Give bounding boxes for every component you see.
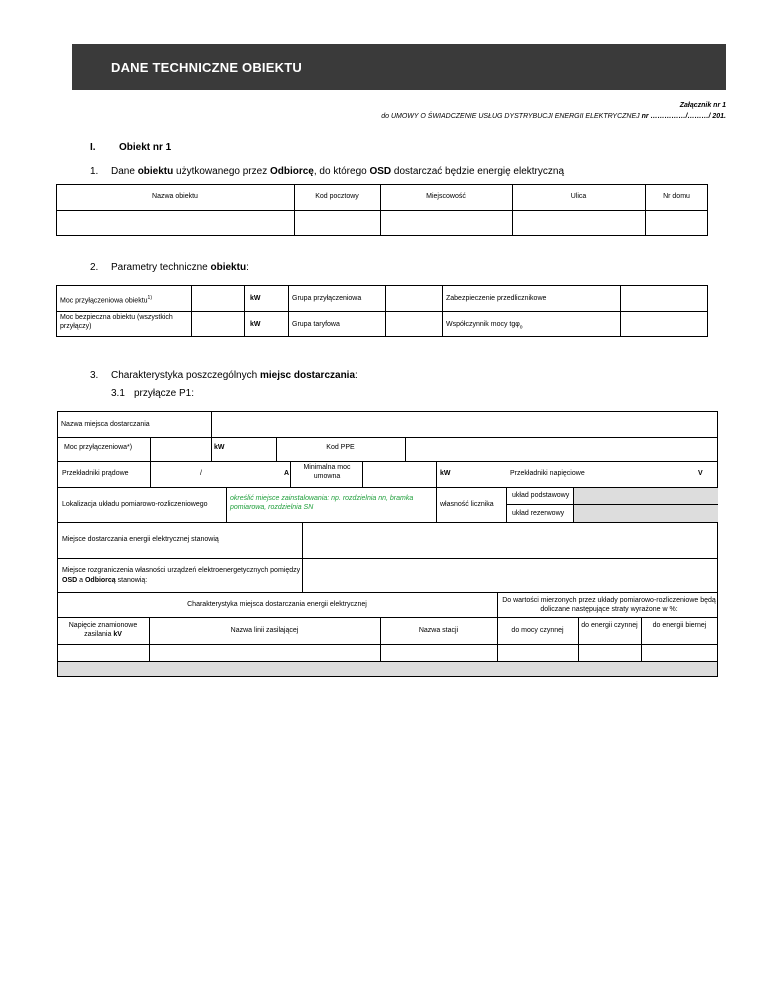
p1-footer-row xyxy=(58,662,717,676)
item1-heading xyxy=(111,166,564,177)
ppe-code-input[interactable] xyxy=(406,438,717,461)
meter-location-label: Lokalizacja układu pomiarowo-rozliczeniowego xyxy=(62,501,208,508)
delivery-name-input[interactable] xyxy=(212,412,717,437)
voltage-input[interactable] xyxy=(58,645,149,661)
station-label: Nazwa stacji xyxy=(418,627,459,634)
t: Odbiorcą xyxy=(84,577,116,584)
t: OSD xyxy=(369,166,392,177)
annex-label: Załącznik nr 1 xyxy=(679,102,726,109)
col-street: Ulica xyxy=(570,193,587,200)
item3-heading xyxy=(111,370,358,381)
tariff-group-label: Grupa taryfowa xyxy=(292,321,340,328)
min-power-unit: kW xyxy=(440,470,451,477)
ct-label: Przekładniki prądowe xyxy=(62,470,129,477)
loss-power-input[interactable] xyxy=(498,645,578,661)
subsection-title: przyłącze P1: xyxy=(134,388,195,399)
item2-number: 2. xyxy=(90,262,99,273)
item2-heading xyxy=(111,262,249,273)
t: Parametry techniczne xyxy=(111,262,211,273)
col-object-name: Nazwa obiektu xyxy=(152,193,198,200)
characteristics-header: Charakterystyka miejsca dostarczania energii elektrycznej xyxy=(187,601,367,608)
t: obiektu xyxy=(210,262,247,273)
col-city: Miejscowość xyxy=(426,193,466,200)
t: : xyxy=(246,262,249,273)
section-roman: I. xyxy=(90,142,96,153)
subsection-number: 3.1 xyxy=(111,388,125,399)
power-factor-label xyxy=(446,320,523,332)
connection-power-unit: kW xyxy=(250,295,261,302)
delivery-place-input[interactable] xyxy=(303,523,717,558)
delivery-name-label: Nazwa miejsca dostarczania xyxy=(61,421,150,428)
t: Dane xyxy=(111,166,138,177)
t: Odbiorcę xyxy=(269,166,314,177)
t: dostarczać będzie energię elektryczną xyxy=(391,166,565,177)
connection-power-label xyxy=(60,294,152,305)
backup-meter-owner-cell[interactable] xyxy=(573,505,718,522)
feeder-line-label: Nazwa linii zasilającej xyxy=(230,627,299,634)
item3-number: 3. xyxy=(90,370,99,381)
losses-header: Do wartości mierzonych przez układy pomiarowo-rozliczeniowe będą doliczane następujące straty wyrażone w %: xyxy=(502,597,716,613)
feeder-line-input[interactable] xyxy=(150,645,380,661)
street-input[interactable] xyxy=(513,211,645,235)
t: , do którego xyxy=(313,166,370,177)
safe-power-unit: kW xyxy=(250,321,261,328)
vt-unit: V xyxy=(698,470,703,477)
house-number-input[interactable] xyxy=(646,211,707,235)
t: stanowią: xyxy=(115,577,148,584)
loss-reactive-input[interactable] xyxy=(642,645,717,661)
primary-system-label: układ podstawowy xyxy=(512,492,570,499)
ct-slash: / xyxy=(200,470,202,477)
loss-active-input[interactable] xyxy=(579,645,641,661)
t: Moc przyłączeniowa obiektu xyxy=(60,297,148,305)
loss-reactive-energy-label: do energii biernej xyxy=(652,622,707,629)
t: Charakterystyka poszczególnych xyxy=(111,370,260,381)
section-title: Obiekt nr 1 xyxy=(119,142,172,153)
t: Współczynnik mocy tgφ xyxy=(446,321,520,328)
boundary-label-2 xyxy=(62,576,147,585)
meter-location-hint: określić miejsce zainstalowania: np. rozdzielnia nn, bramka pomiarowa, rozdzielnia SN xyxy=(230,495,414,511)
t: OSD xyxy=(62,577,78,584)
city-input[interactable] xyxy=(381,211,512,235)
min-power-label: Minimalna moc umowna xyxy=(303,464,351,480)
t: Napięcie znamionowe zasilania xyxy=(68,622,138,638)
page-title: DANE TECHNICZNE OBIEKTU xyxy=(111,60,302,75)
t: : xyxy=(355,370,358,381)
item1-number: 1. xyxy=(90,166,99,177)
voltage-label xyxy=(57,621,149,639)
primary-meter-owner-cell[interactable] xyxy=(573,488,718,504)
station-input[interactable] xyxy=(381,645,497,661)
boundary-input[interactable] xyxy=(303,559,717,592)
loss-active-energy-label: do energii czynnej xyxy=(581,622,638,629)
meter-fuse-label: Zabezpieczenie przedlicznikowe xyxy=(446,295,547,302)
t: a xyxy=(77,577,85,584)
p1-power-label: Moc przyłączeniowa*) xyxy=(64,444,133,451)
t: 1) xyxy=(147,295,152,301)
delivery-place-label: Miejsce dostarczania energii elektrycznej stanowią xyxy=(62,536,219,543)
t: obiektu xyxy=(137,166,174,177)
p1-power-unit: kW xyxy=(214,444,225,451)
p1-power-input[interactable] xyxy=(151,438,211,461)
meter-owner-label: własność licznika xyxy=(440,501,494,508)
object-name-input[interactable] xyxy=(57,211,294,235)
connection-group-label: Grupa przyłączeniowa xyxy=(292,295,362,302)
col-postal-code: Kod pocztowy xyxy=(315,193,359,200)
agreement-reference xyxy=(381,113,726,120)
postal-code-input[interactable] xyxy=(295,211,380,235)
t: użytkowanego przez xyxy=(173,166,270,177)
agreement-number: nr ……………/………/ 201. xyxy=(641,113,726,120)
ppe-code-label: Kod PPE xyxy=(326,444,355,451)
backup-system-label: układ rezerwowy xyxy=(512,510,565,517)
ct-unit: A xyxy=(284,470,290,477)
safe-power-label: Moc bezpieczna obiektu (wszystkich przyłączy) xyxy=(60,314,173,330)
loss-power-label: do mocy czynnej xyxy=(511,627,564,634)
t: miejsc dostarczania xyxy=(259,370,356,381)
agreement-text: do UMOWY O ŚWIADCZENIE USŁUG DYSTRYBUCJI ENERGII ELEKTRYCZNEJ xyxy=(381,113,640,120)
t: o xyxy=(519,324,523,331)
col-house-number: Nr domu xyxy=(663,193,690,200)
vt-label: Przekładniki napięciowe xyxy=(510,470,585,477)
boundary-label: Miejsce rozgraniczenia własności urządzeń elektroenergetycznych pomiędzy xyxy=(62,567,301,574)
t: kV xyxy=(113,631,122,638)
